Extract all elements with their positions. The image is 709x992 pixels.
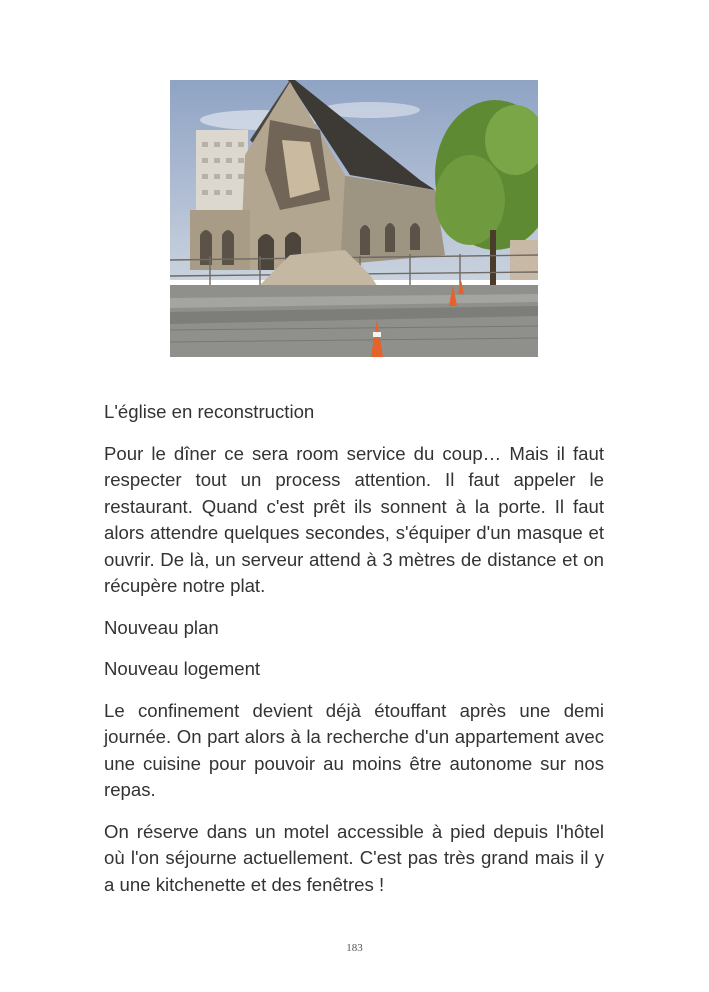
heading-new-lodging: Nouveau logement [104, 658, 261, 679]
paragraph-dinner: Pour le dîner ce sera room service du coup… Mais il faut respecter tout un process attention. Il faut appeler le restaurant. Quand c'est prêt ils sonnent à la porte. Il faut alors attendre quelques secondes, s'équiper d'un masque et ouvrir. De là, un serveur attend à 3 mètres de distance et on récupère notre plat. [104, 442, 604, 596]
cathedral-photo [170, 80, 538, 357]
paragraph-motel: On réserve dans un motel accessible à pied depuis l'hôtel où l'on séjourne actuellement. C'est pas très grand mais il y a une kitchenette et des fenêtres ! [104, 820, 604, 895]
text-body [104, 399, 604, 913]
page-number: 183 [346, 942, 363, 954]
paragraph-confinement: Le confinement devient déjà étouffant après une demi journée. On part alors à la recherche d'un appartement avec une cuisine pour pouvoir au moins être autonome sur nos repas. [104, 699, 604, 800]
heading-new-plan: Nouveau plan [104, 616, 219, 638]
image-caption: L'église en reconstruction [104, 401, 315, 422]
